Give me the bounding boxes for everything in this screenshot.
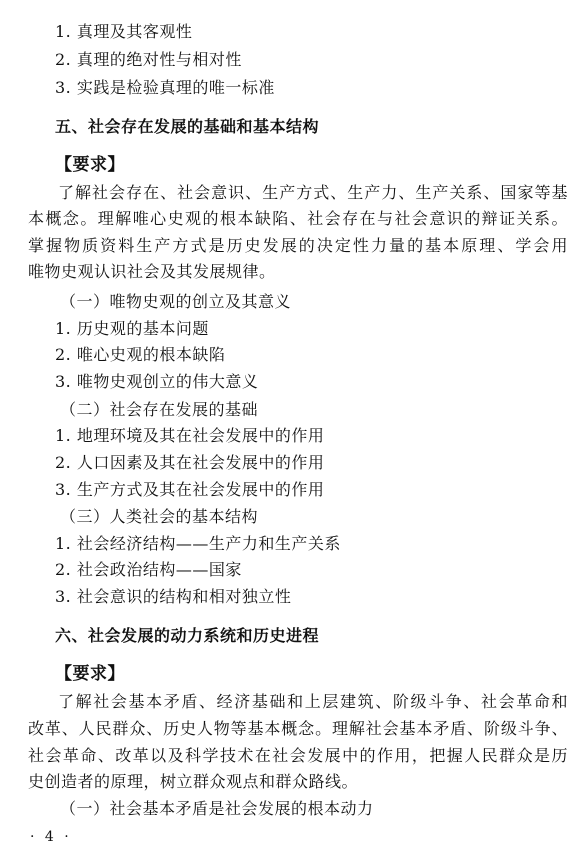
paragraph-line: 唯物史观认识社会及其发展规律。 [28, 262, 276, 281]
list-item: 2. 真理的绝对性与相对性 [55, 50, 242, 69]
list-item: 1. 历史观的基本问题 [55, 319, 209, 338]
subsection-title: （三）人类社会的基本结构 [60, 507, 259, 526]
list-item: 3. 唯物史观创立的伟大意义 [55, 372, 259, 391]
paragraph-line: 了解社会存在、社会意识、生产方式、生产力、生产关系、国家等基 [58, 183, 568, 202]
paragraph-line: 本概念。理解唯心史观的根本缺陷、社会存在与社会意识的辩证关系。 [28, 209, 568, 228]
paragraph-line: 掌握物质资料生产方式是历史发展的决定性力量的基本原理、学会用 [28, 236, 568, 255]
paragraph-line: 史创造者的原理，树立群众观点和群众路线。 [28, 772, 359, 791]
section-heading: 五、社会存在发展的基础和基本结构 [55, 117, 320, 136]
list-item: 1. 真理及其客观性 [55, 22, 193, 41]
requirement-label: 【要求】 [55, 155, 125, 175]
paragraph-line: 改革、人民群众、历史人物等基本概念。理解社会基本矛盾、阶级斗争、 [28, 719, 568, 738]
list-item: 2. 人口因素及其在社会发展中的作用 [55, 453, 325, 472]
paragraph-line: 社会革命、改革以及科学技术在社会发展中的作用，把握人民群众是历 [28, 746, 568, 765]
subsection-title: （一）社会基本矛盾是社会发展的根本动力 [60, 799, 374, 818]
section-heading: 六、社会发展的动力系统和历史进程 [55, 626, 320, 645]
subsection-title: （二）社会存在发展的基础 [60, 400, 259, 419]
list-item: 1. 地理环境及其在社会发展中的作用 [55, 426, 325, 445]
list-item: 3. 实践是检验真理的唯一标准 [55, 78, 275, 97]
page-number: · 4 · [30, 829, 72, 845]
list-item: 2. 社会政治结构——国家 [55, 560, 242, 579]
requirement-label: 【要求】 [55, 664, 125, 684]
list-item: 3. 社会意识的结构和相对独立性 [55, 587, 292, 606]
list-item: 2. 唯心史观的根本缺陷 [55, 345, 226, 364]
list-item: 1. 社会经济结构——生产力和生产关系 [55, 534, 341, 553]
subsection-title: （一）唯物史观的创立及其意义 [60, 292, 292, 311]
paragraph-line: 了解社会基本矛盾、经济基础和上层建筑、阶级斗争、社会革命和 [58, 692, 568, 711]
list-item: 3. 生产方式及其在社会发展中的作用 [55, 480, 325, 499]
